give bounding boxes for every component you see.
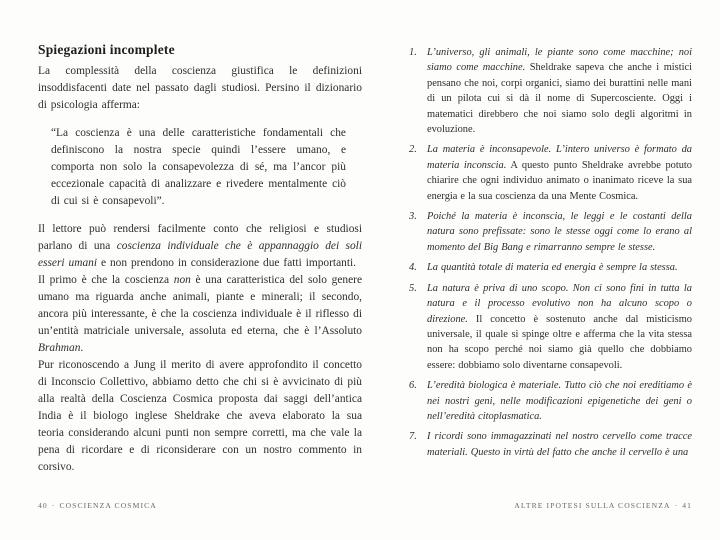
right-page: [409, 45, 692, 465]
list-item: [409, 378, 692, 424]
list-item: [409, 142, 692, 204]
paragraph: Il lettore può rendersi facilmente conto che religiosi e studiosi parlano di una coscienza individuale che è appannaggio dei soli esseri umani e non prendono in considerazione due fatti importanti.: [38, 223, 362, 269]
right-footer: [514, 501, 692, 510]
paragraph: Pur riconoscendo a Jung il merito di avere approfondito il concetto di Inconscio Collettivo, abbiamo detto che chi si è avvicinato di più alla realtà della Coscienza Cosmica proposta dai saggi dell’antica India è il biologo inglese Sheldrake che aveva elaborato la sua teoria considerando alcuni punti non sempre corretti, ma che vale la pena di ricordare e di riconsiderare con un nostro commento in corsivo.: [38, 359, 362, 473]
list-item-text: I ricordi sono immagazzinati nel nostro cervello come tracce materiali. Questo in virtù del fatto che anche il cervello è una: [427, 431, 692, 458]
list-item: [409, 281, 692, 373]
book-title: COSCIENZA COSMICA: [59, 501, 157, 510]
paragraph: Il primo è che la coscienza non è una caratteristica del solo genere umano ma riguarda anche animali, piante e minerali; il secondo, ancora più interessante, è che la coscienza individuale è il riflesso di un’entità matriciale universale, assoluta ed eterna, che è l’Assoluto Brahman.: [38, 274, 363, 354]
list-item-text: L’universo, gli animali, le piante sono come macchine; noi siamo come macchine. Sheldrake sapeva che anche i mistici pensano che noi, corpi organici, siamo dei burattini nelle mani di un pilota cui si dà il nome di Supercosciente. Oggi i matematici direbbero che noi siamo solo degli algoritmi in evoluzione.: [427, 47, 693, 136]
list-item-text: La quantità totale di materia ed energia è sempre la stessa.: [427, 262, 678, 274]
list-item-text: La materia è inconsapevole. L’intero universo è formato da materia inconscia. A questo punto Sheldrake avrebbe potuto chiarire che ogni individuo animato o inanimato riceve la sua energia e la sua coscienza da una Mente Cosmica.: [427, 144, 693, 202]
list-item: [409, 429, 692, 460]
footer-separator: ·: [674, 501, 679, 510]
chapter-title: ALTRE IPOTESI SULLA COSCIENZA: [514, 501, 671, 510]
list-item-text: Poiché la materia è inconscia, le leggi e le costanti della natura sono prefissate: sono le stesse oggi come lo erano al momento del Big Bang e rimarranno sempre le stesse.: [427, 211, 692, 253]
intro-paragraph: La complessità della coscienza giustifica le definizioni insoddisfacenti date nel passato dagli studiosi. Persino il dizionario di psicologia afferma:: [38, 65, 362, 111]
list-item-number: 7.: [409, 431, 417, 443]
left-footer: [38, 501, 157, 510]
list-item-text: L’eredità biologica è materiale. Tutto ciò che noi ereditiamo è nei nostri geni, nelle modificazioni epigenetiche dei geni o nell’eredità citoplasmatica.: [427, 380, 692, 422]
list-item-number: 3.: [409, 211, 417, 223]
footer-separator: ·: [51, 501, 56, 510]
list-item-number: 2.: [409, 144, 417, 156]
list-item: [409, 45, 692, 137]
left-page: [38, 42, 362, 476]
list-item-number: 5.: [409, 282, 417, 294]
list-item-number: 1.: [409, 47, 417, 58]
right-page-number: 41: [682, 501, 692, 510]
list-item-text: La natura è priva di uno scopo. Non ci sono fini in tutta la natura e il processo evolutivo non ha alcuno scopo o direzione. Il concetto è sostenuto anche dal misticismo universale, il quale si spinge oltre e afferma che la vita stessa non ha scopo perché noi siamo già quello che dobbiamo essere: dobbiamo solo diventarne consapevoli.: [427, 282, 692, 371]
numbered-list: [409, 45, 692, 460]
section-heading: Spiegazioni incomplete: [38, 42, 175, 57]
list-item: [409, 260, 692, 275]
list-item-number: 4.: [409, 262, 417, 274]
left-page-number: 40: [38, 501, 48, 510]
block-quote: “La coscienza è una delle caratteristiche fondamentali che definiscono la nostra specie quindi l’essere umano, e comporta non solo la consapevolezza di sé, ma l’ancor più eccezionale capacità di analizzare e rivedere mentalmente ciò di cui si è consapevoli”.: [51, 127, 346, 207]
list-item-number: 6.: [409, 380, 417, 392]
list-item: [409, 209, 692, 255]
